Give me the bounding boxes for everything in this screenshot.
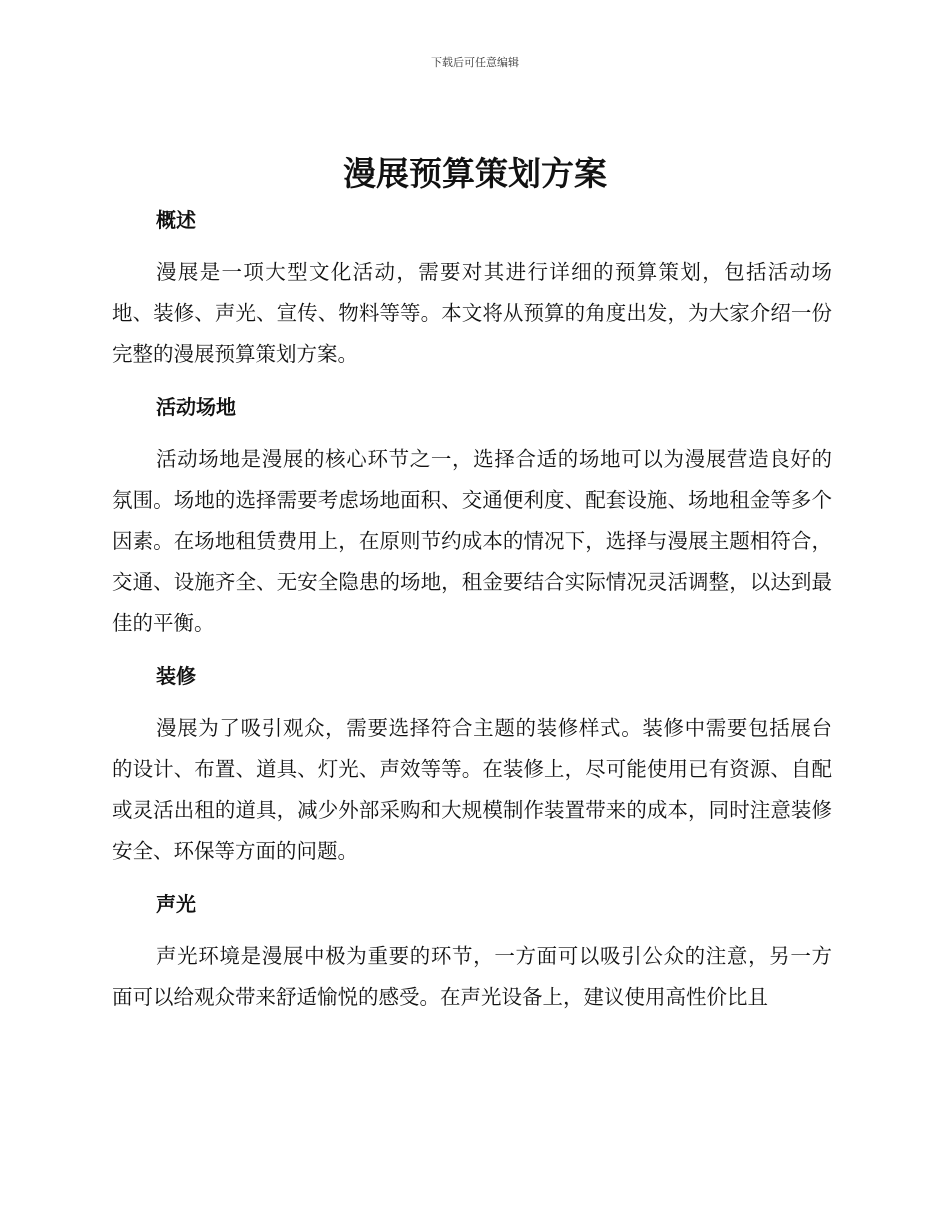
section-paragraph: 漫展为了吸引观众，需要选择符合主题的装修样式。装修中需要包括展台的设计、布置、道具、灯光、声效等等。在装修上，尽可能使用已有资源、自配或灵活出租的道具，减少外部采购和大规模制作装置带来的成本，同时注意装修安全、环保等方面的问题。 [112,716,832,863]
section-paragraph: 活动场地是漫展的核心环节之一，选择合适的场地可以为漫展营造良好的氛围。场地的选择需要考虑场地面积、交通便利度、配套设施、场地租金等多个因素。在场地租赁费用上，在原则节约成本的情况下，选择与漫展主题相符合，交通、设施齐全、无安全隐患的场地，租金要结合实际情况灵活调整，以达到最佳的平衡。 [112,447,832,635]
document-body [112,200,832,1030]
section-overview [112,200,832,375]
section-heading: 装修 [156,664,196,688]
section-venue [112,387,832,644]
section-decoration [112,656,832,872]
section-heading: 声光 [156,892,196,916]
page-title: 漫展预算策划方案 [343,154,607,193]
section-heading: 活动场地 [156,395,236,419]
section-sound-light [112,884,832,1018]
section-heading: 概述 [156,208,196,232]
header-note: 下载后可任意编辑 [431,56,519,69]
section-paragraph: 声光环境是漫展中极为重要的环节，一方面可以吸引公众的注意，另一方面可以给观众带来舒适愉悦的感受。在声光设备上，建议使用高性价比且 [112,944,832,1009]
section-paragraph: 漫展是一项大型文化活动，需要对其进行详细的预算策划，包括活动场地、装修、声光、宣传、物料等等。本文将从预算的角度出发，为大家介绍一份完整的漫展预算策划方案。 [112,260,832,366]
